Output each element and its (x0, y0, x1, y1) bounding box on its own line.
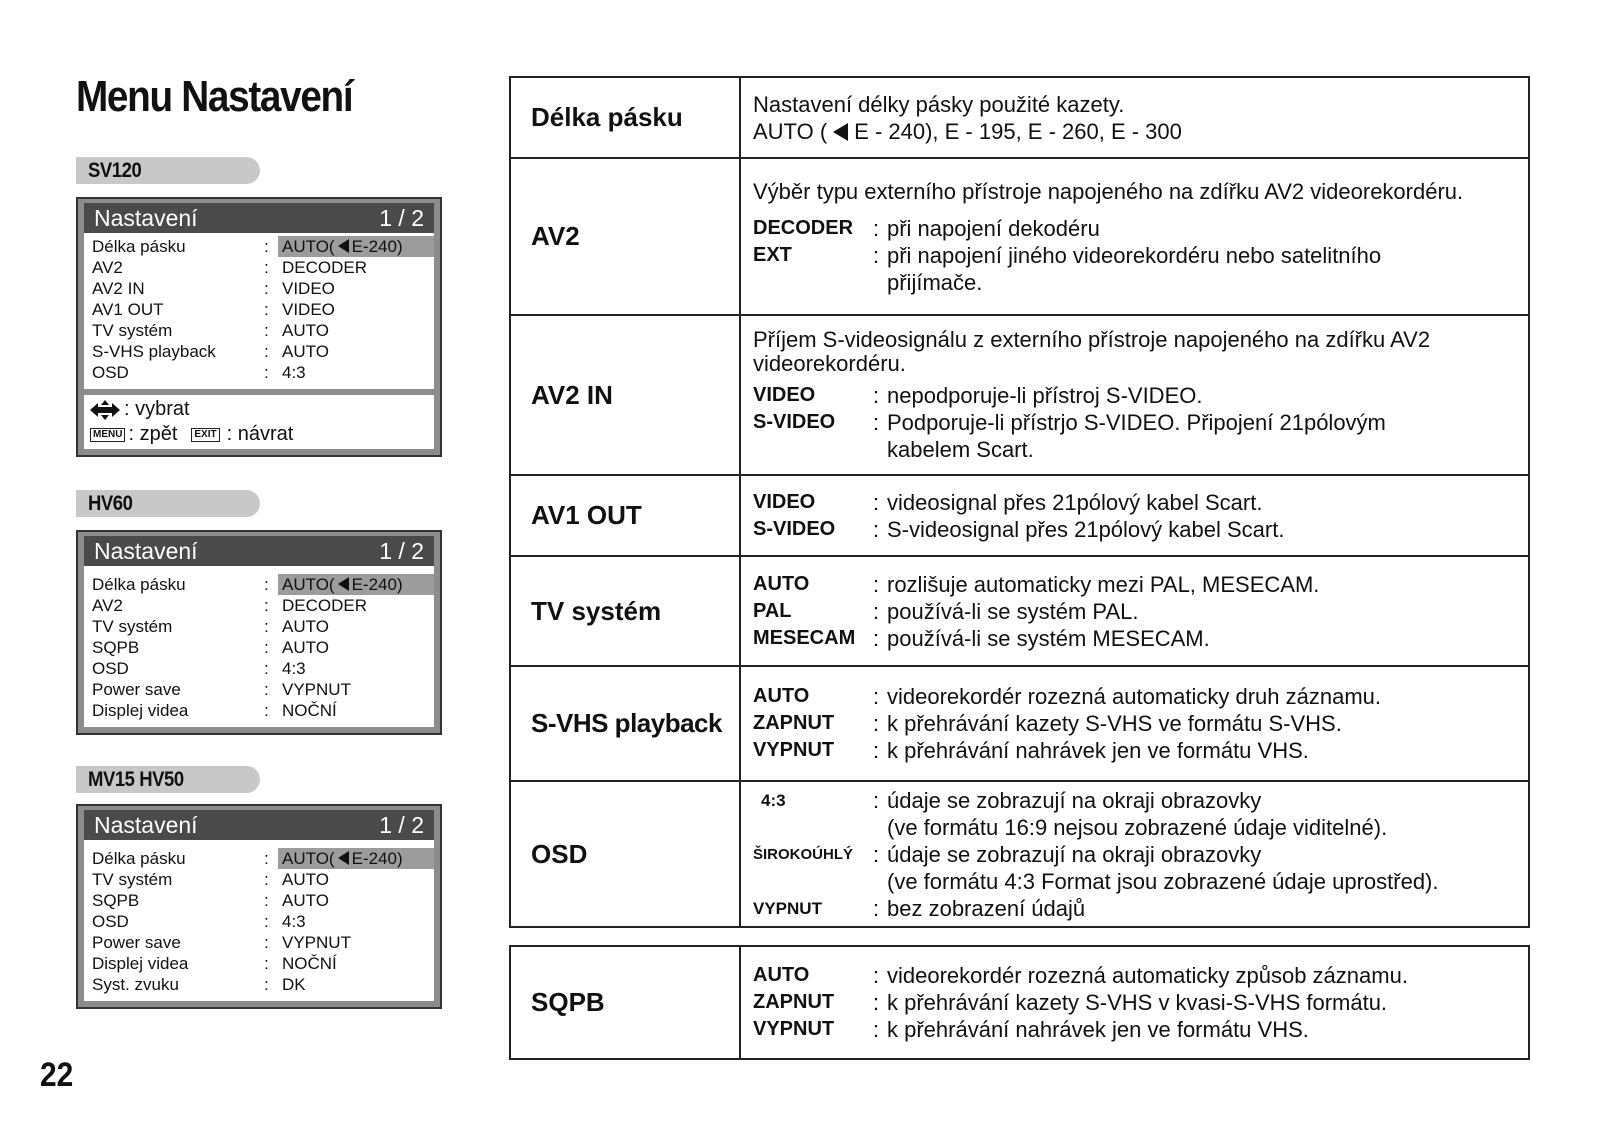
page-title: Menu Nastavení (76, 72, 353, 121)
osd-body (84, 566, 434, 727)
osd-row: OSD : 4:3 (92, 659, 306, 678)
option-line: ŠIROKOÚHLÝ : údaje se zobrazují na okraji obrazovky (753, 841, 1262, 867)
row-key-av2-in: AV2 IN (510, 315, 740, 475)
row-value-tv (740, 556, 1529, 666)
navigate-arrows-icon (90, 400, 120, 420)
settings-spec-table (509, 76, 1530, 928)
table-row (510, 666, 1529, 781)
osd-row: Délka pásku : AUTO( E-240) (84, 848, 434, 869)
sqpb-spec-table (509, 945, 1530, 1060)
page-number: 22 (40, 1056, 74, 1094)
row-value-delka: Nastavení délky pásky použité kazety. AUTO ( E - 240), E - 195, E - 260, E - 300 (740, 77, 1529, 158)
osd-row: TV systém : AUTO (92, 870, 329, 889)
row-key-av2: AV2 (510, 158, 740, 315)
option-line: VIDEO : videosignal přes 21pólový kabel Scart. (753, 489, 1263, 515)
osd-footer (84, 395, 434, 449)
osd-row: Syst. zvuku : DK (92, 975, 306, 994)
option-line: DECODER : při napojení dekodéru (753, 215, 1100, 241)
osd-row: SQPB : AUTO (92, 638, 329, 657)
model-tag-mv15-hv50: MV15 HV50 (76, 766, 260, 793)
select-hint: : vybrat (124, 398, 190, 420)
option-line: PAL : používá-li se systém PAL. (753, 598, 1139, 624)
osd-body (84, 233, 434, 389)
row-value-av1-out (740, 475, 1529, 556)
option-line: S-VIDEO : S-videosignal přes 21pólový kabel Scart. (753, 516, 1285, 542)
option-line: S-VIDEO : Podporuje-li přístrjo S-VIDEO. Připojení 21pólovým (753, 409, 1386, 435)
left-arrow-icon (338, 239, 349, 253)
exit-key-icon: EXIT (191, 428, 219, 442)
table-row (510, 475, 1529, 556)
model-tag-hv60: HV60 (76, 490, 260, 517)
row-value-svhs (740, 666, 1529, 781)
table-row (510, 315, 1529, 475)
osd-menu-mv15-hv50 (76, 804, 442, 1009)
osd-row: AV2 : DECODER (92, 596, 368, 615)
option-line: EXT : při napojení jiného videorekordéru nebo satelitního (753, 242, 1382, 268)
osd-row: SQPB : AUTO (92, 891, 329, 910)
row-value-av2-in: Příjem S-videosignálu z externího přístroje napojeného na zdířku AV2 videorekordéru. VIDEO : nepodporuje-li přístroj S-VIDEO. S-VIDEO : Podporuje-li přístrjo S-VIDEO. Připojení 21pólovým kabelem Scart. (740, 315, 1529, 475)
table-row (510, 556, 1529, 666)
osd-row: OSD : 4:3 (92, 363, 306, 382)
table-row (510, 781, 1529, 927)
option-line: AUTO : videorekordér rozezná automaticky druh záznamu. (753, 684, 1382, 709)
option-line: VYPNUT : bez zobrazení údajů (753, 895, 1086, 921)
osd-row: AV2 IN : VIDEO (92, 279, 335, 298)
table-row (510, 946, 1529, 1059)
osd-row: Délka pásku : AUTO( E-240) (84, 574, 434, 595)
osd-header: Nastavení 1 / 2 (84, 810, 434, 840)
row-value-sqpb (740, 946, 1529, 1059)
osd-row: OSD : 4:3 (92, 912, 306, 931)
left-arrow-icon (338, 851, 349, 865)
osd-header-page: 1 / 2 (379, 205, 424, 231)
osd-row: Power save : VYPNUT (92, 680, 351, 699)
osd-menu-hv60 (76, 530, 442, 735)
osd-header (84, 203, 434, 233)
osd-row: Displej videa : NOČNÍ (92, 701, 337, 720)
option-line: AUTO : videorekordér rozezná automaticky způsob záznamu. (753, 963, 1408, 988)
option-line: VYPNUT : k přehrávání nahrávek jen ve formátu VHS. (753, 1017, 1309, 1042)
osd-row: AV2 : DECODER (92, 258, 368, 277)
return-hint: : návrat (226, 423, 294, 445)
osd-row: TV systém : AUTO (92, 617, 329, 636)
row-value-av2: Výběr typu externího přístroje napojeného na zdířku AV2 videorekordéru. DECODER : při napojení dekodéru EXT : při napojení jiného videorekordéru nebo satelitního přijímače. (740, 158, 1529, 315)
osd-row: S-VHS playback : AUTO (92, 342, 329, 361)
table-row (510, 158, 1529, 315)
left-arrow-icon (338, 577, 349, 591)
model-tag-sv120: SV120 (76, 157, 260, 184)
osd-row: Délka pásku : AUTO( E-240) (84, 236, 434, 257)
option-line: MESECAM : používá-li se systém MESECAM. (753, 625, 1210, 651)
row-key-svhs: S-VHS playback (510, 666, 740, 781)
option-line: VIDEO : nepodporuje-li přístroj S-VIDEO. (753, 382, 1203, 408)
table-row (510, 77, 1529, 158)
option-line: 4:3 : údaje se zobrazují na okraji obrazovky (761, 787, 1262, 813)
row-key-av1-out: AV1 OUT (510, 475, 740, 556)
row-value-osd: 4:3 : údaje se zobrazují na okraji obrazovky (ve formátu 16:9 nejsou zobrazené údaje viditelné). ŠIROKOÚHLÝ : údaje se zobrazují na okraji obrazovky (ve formátu 4:3 Format jsou zobrazené údaje uprostřed). VYPNUT : bez zobrazení údajů (740, 781, 1529, 927)
row-key-osd: OSD (510, 781, 740, 927)
left-arrow-icon (833, 123, 848, 141)
osd-row: Displej videa : NOČNÍ (92, 954, 337, 973)
row-key-delka: Délka pásku (510, 77, 740, 158)
osd-row: AV1 OUT : VIDEO (92, 300, 335, 319)
row-key-tv: TV systém (510, 556, 740, 666)
osd-header-title: Nastavení (94, 205, 198, 231)
option-line: ZAPNUT : k přehrávání kazety S-VHS v kvasi-S-VHS formátu. (753, 990, 1388, 1015)
osd-menu-sv120 (76, 197, 442, 457)
menu-key-icon: MENU (90, 428, 125, 442)
back-hint: : zpět (128, 423, 178, 445)
option-line: VYPNUT : k přehrávání nahrávek jen ve formátu VHS. (753, 738, 1309, 763)
osd-header: Nastavení 1 / 2 (84, 536, 434, 566)
osd-body (84, 840, 434, 1001)
row-key-sqpb: SQPB (510, 946, 740, 1059)
option-line: AUTO : rozlišuje automaticky mezi PAL, MESECAM. (753, 571, 1320, 597)
osd-row: Power save : VYPNUT (92, 933, 351, 952)
option-line: ZAPNUT : k přehrávání kazety S-VHS ve formátu S-VHS. (753, 711, 1342, 736)
osd-row: TV systém : AUTO (92, 321, 329, 340)
